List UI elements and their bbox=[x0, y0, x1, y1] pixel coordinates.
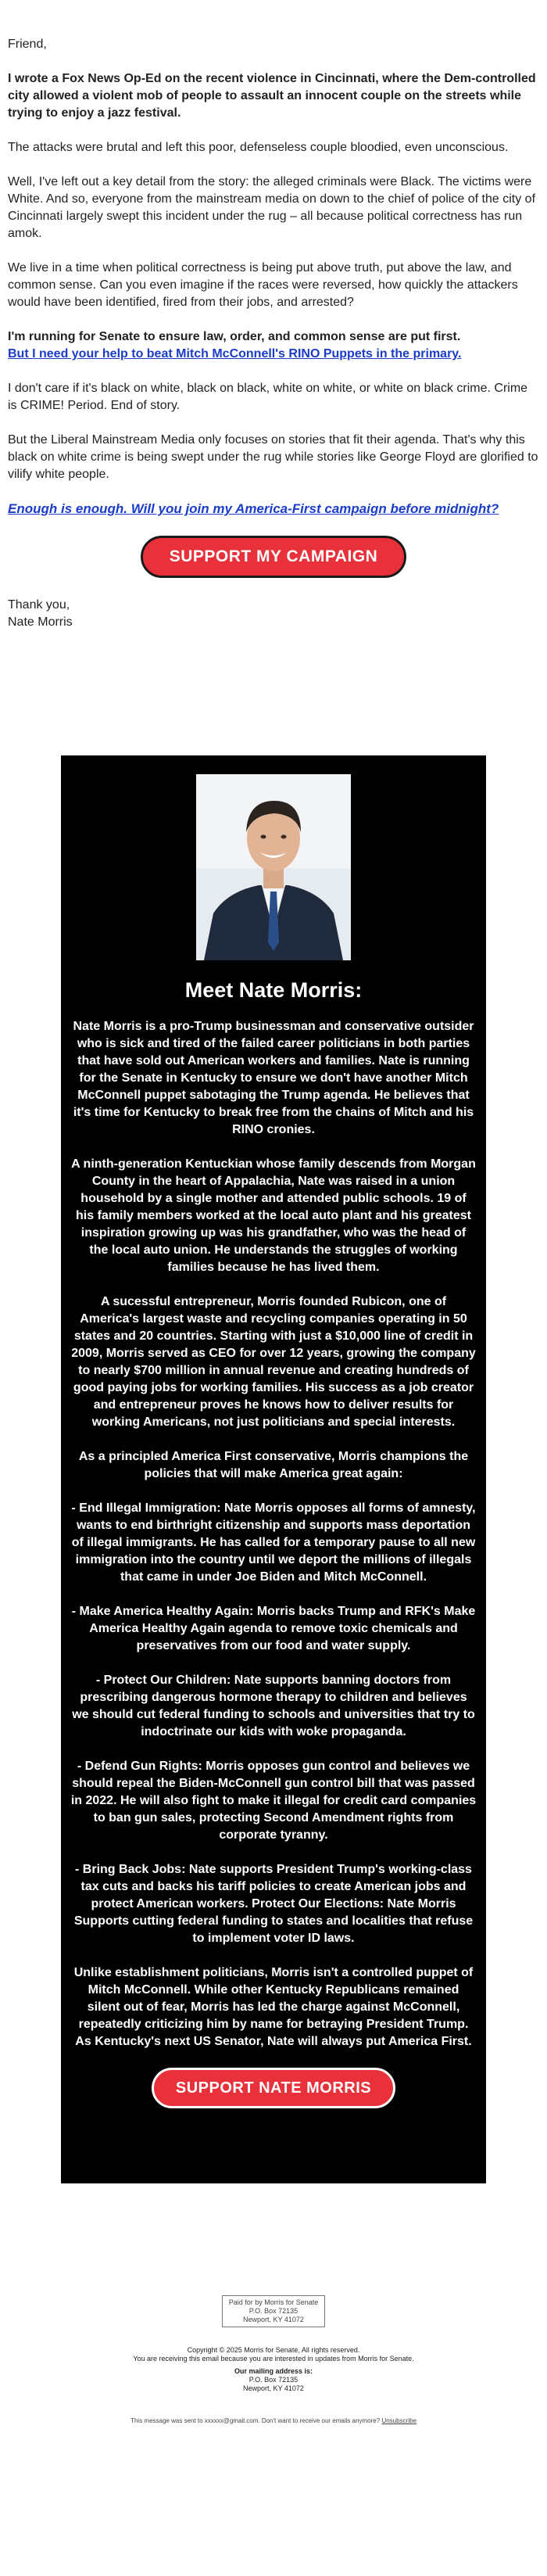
paragraph: I don't care if it's black on white, black on black, white on white, or white on black crime. Crime is CRIME! Period. End of story. bbox=[8, 382, 528, 412]
paid-for-line: Paid for by Morris for Senate bbox=[228, 2298, 319, 2306]
policy-item: - Bring Back Jobs: Nate supports President Trump's working-class tax cuts and backs his tariff policies to create American jobs and protect American workers. Protect Our Elections: Nate Morris Supports cutting federal funding to states and localities that refuse to implement voter ID laws. bbox=[73, 1863, 474, 1945]
candidate-photo bbox=[196, 774, 351, 960]
bio-paragraph: As a principled America First conservative, Morris champions the policies that will make America great again: bbox=[78, 1450, 469, 1480]
greeting: Friend, bbox=[8, 38, 47, 51]
intro-paragraph: I wrote a Fox News Op-Ed on the recent violence in Cincinnati, where the Dem-controlled city allowed a violent mob of people to assault an innocent couple on the streets while trying to enjoy a jazz festival. bbox=[8, 72, 536, 120]
paragraph: Well, I've left out a key detail from the story: the alleged criminals were Black. The victims were White. And so, everyone from the mainstream media on down to the chief of police of the city of Cincinnati largely swept this incident under the rug – all because political correctness has run amok. bbox=[8, 175, 536, 240]
candidate-portrait-icon bbox=[196, 774, 351, 960]
bio-paragraph: A ninth-generation Kentuckian whose family descends from Morgan County in the heart of Appalachia, Nate was raised in a union household by a single mother and attended public schools. 19 of his family members worked at the local auto plant and his greatest inspiration growing up was his grandfather, who was the head of the local auto union. He understands the struggles of working families because he has lived them. bbox=[71, 1157, 476, 1274]
email-footer bbox=[0, 2295, 547, 2425]
senate-statement: I'm running for Senate to ensure law, order, and common sense are put first. bbox=[8, 330, 461, 343]
paid-for-line: Newport, KY 41072 bbox=[243, 2316, 304, 2323]
paragraph: The attacks were brutal and left this poor, defenseless couple bloodied, even unconscious. bbox=[8, 141, 509, 154]
policy-item: - End Illegal Immigration: Nate Morris opposes all forms of amnesty, wants to end birthright citizenship and supports mass deportation of illegal immigrants. He has called for a temporary pause to all new immigration into the country until we deport the millions of illegals that came in under Joe Biden and Mitch McConnell. bbox=[71, 1501, 476, 1584]
receiving-reason: You are receiving this email because you are interested in updates from Morris for Senate. bbox=[133, 2355, 414, 2363]
senate-paragraph bbox=[8, 328, 539, 363]
policy-item: - Protect Our Children: Nate supports banning doctors from prescribing dangerous hormone therapy to children and believes we should cut federal funding to schools and universities that try to indoctrinate our kids with woke propaganda. bbox=[72, 1674, 475, 1738]
bio-paragraph: A sucessful entrepreneur, Morris founded Rubicon, one of America's largest waste and recycling companies operating in 50 states and 20 countries. Starting with just a $10,000 line of credit in 2009, Morris served as CEO for over 12 years, growing the company to nearly $700 million in annual revenue and creating hundreds of good paying jobs for working families. His success as a job creator and entrepreneur proves he knows how to deliver results for working Americans, not just politicians and special interests. bbox=[71, 1295, 476, 1429]
support-nate-wrap bbox=[61, 2068, 486, 2108]
paid-for-line: P.O. Box 72135 bbox=[248, 2307, 299, 2315]
mailing-label: Our mailing address is: bbox=[234, 2367, 313, 2375]
signoff bbox=[8, 597, 539, 631]
paragraph: But the Liberal Mainstream Media only focuses on stories that fit their agenda. That's why this black on white crime is being swept under the rug while stories like George Floyd are glorified to vilify white people. bbox=[8, 433, 538, 481]
policy-item: - Defend Gun Rights: Morris opposes gun control and believes we should repeal the Biden-McConnell gun control bill that was passed in 2022. He will also fight to make it illegal for credit card companies to ban gun sales, protecting Second Amendment rights from corporate tyranny. bbox=[70, 1760, 477, 1842]
bio-paragraph: Unlike establishment politicians, Morris isn't a controlled puppet of Mitch McConnell. While other Kentucky Republicans remained silent out of fear, Morris has led the charge against McConnell, repeatedly criticizing him by name for betraying President Trump. As Kentucky's next US Senator, Nate will always put America First. bbox=[73, 1966, 474, 2048]
support-nate-button[interactable]: SUPPORT NATE MORRIS bbox=[152, 2068, 395, 2108]
paid-for-box bbox=[222, 2295, 326, 2327]
join-campaign-link[interactable]: Enough is enough. Will you join my America-First campaign before midnight? bbox=[8, 501, 499, 516]
bio-heading: Meet Nate Morris: bbox=[184, 978, 363, 1002]
signature: Nate Morris bbox=[8, 615, 73, 629]
mailing-address-line: P.O. Box 72135 bbox=[248, 2376, 299, 2384]
policy-item: - Make America Healthy Again: Morris backs Trump and RFK's Make America Healthy Again agenda to remove toxic chemicals and preservatives from our food and water supply. bbox=[71, 1605, 476, 1652]
rino-primary-link[interactable]: But I need your help to beat Mitch McConnell's RINO Puppets in the primary. bbox=[8, 347, 462, 361]
unsubscribe-line bbox=[0, 2417, 547, 2425]
sent-to-text: This message was sent to xxxxxx@gmail.com. Don't want to receive our emails anymore? bbox=[130, 2417, 381, 2424]
email-letter bbox=[8, 36, 539, 631]
copyright: Copyright © 2025 Morris for Senate, All rights reserved. bbox=[187, 2346, 360, 2354]
bio-section bbox=[61, 755, 486, 2183]
support-campaign-button[interactable]: SUPPORT MY CAMPAIGN bbox=[141, 536, 407, 578]
closing: Thank you, bbox=[8, 598, 70, 612]
unsubscribe-link[interactable]: Unsubscribe bbox=[381, 2417, 417, 2424]
mailing-address-line: Newport, KY 41072 bbox=[243, 2384, 304, 2392]
bio-paragraph: Nate Morris is a pro-Trump businessman and conservative outsider who is sick and tired of the failed career politicians in both parties that have sold out American workers and families. Nate is running for the Senate in Kentucky to ensure we don't have another Mitch McConnell puppet sabotaging the Trump agenda. He believes that it's time for Kentucky to break free from the chains of Mitch and his RINO cronies. bbox=[73, 1020, 474, 1136]
paragraph: We live in a time when political correctness is being put above truth, put above the law, and common sense. Can you even imagine if the races were reversed, how quickly the attackers would have been identified, fired from their jobs, and arrested? bbox=[8, 261, 518, 309]
support-campaign-wrap bbox=[8, 536, 539, 578]
